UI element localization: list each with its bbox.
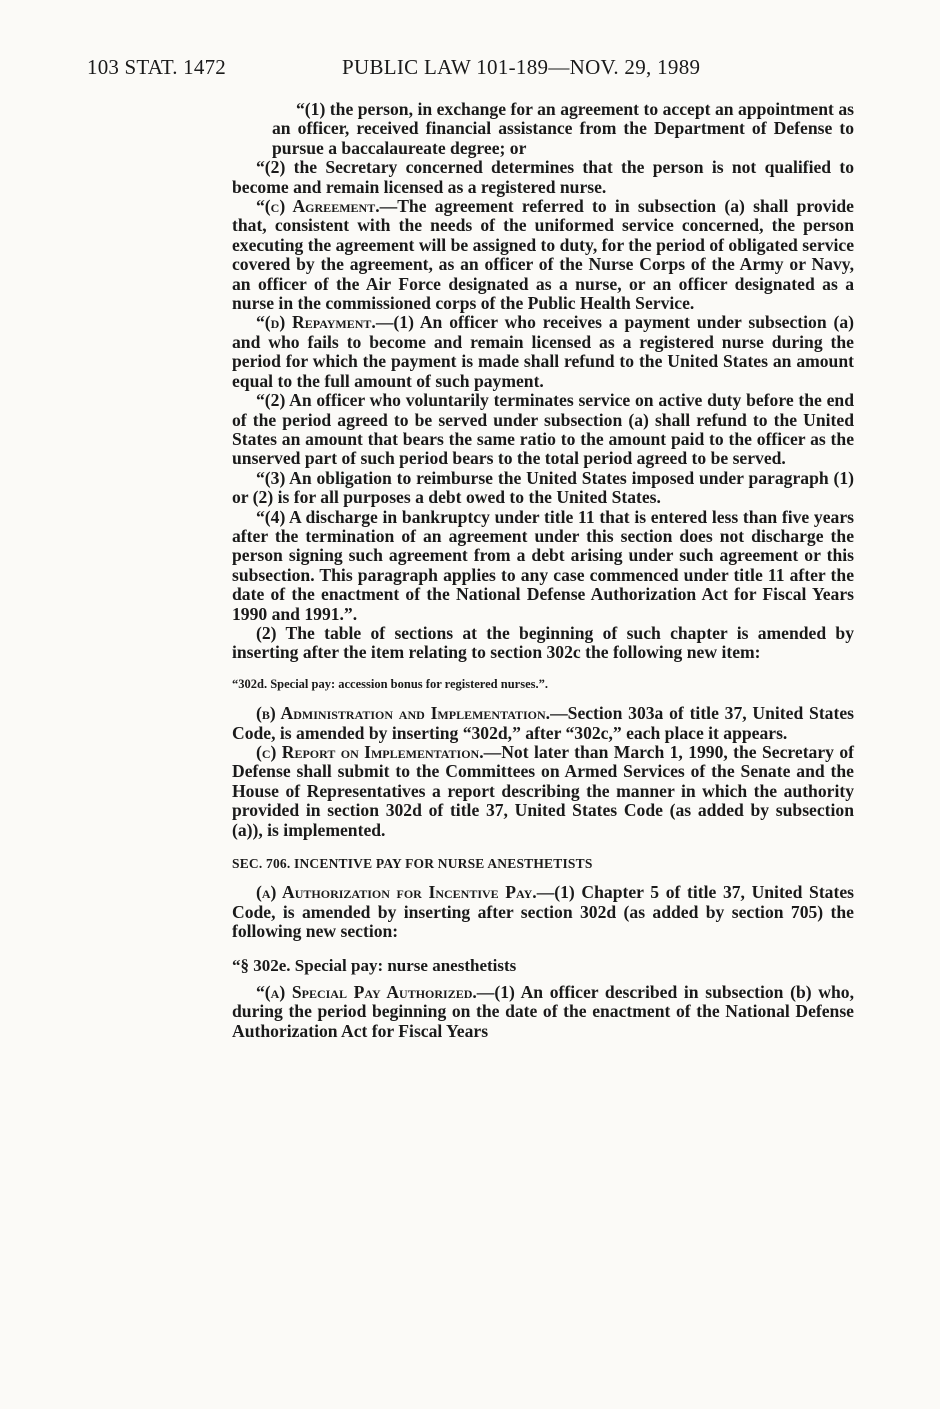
document-body: [232, 100, 854, 1041]
subsection-b-administration: (b) Administration and Implementation.—Section 303a of title 37, United States Code, is amended by inserting “302d,” after “302c,” each place it appears.: [232, 703, 854, 743]
paragraph-table-of-sections: (2) The table of sections at the beginning of such chapter is amended by inserting after the item relating to section 302c the following new item:: [232, 622, 854, 663]
subsection-d-repayment: “(d) Repayment.—(1) An officer who receives a payment under subsection (a) and who fails to become and remain licensed as a registered nurse during the period for which the payment is made shall refund to the United States an amount equal to the full amount of such payment.: [232, 312, 854, 391]
paragraph-d3: “(3) An obligation to reimburse the United States imposed under paragraph (1) or (2) is for all purposes a debt owed to the United States.: [232, 467, 854, 508]
new-section-item: “302d. Special pay: accession bonus for registered nurses.”.: [232, 676, 548, 691]
statute-page-number: 103 STAT. 1472: [87, 55, 226, 79]
paragraph-d2: “(2) An officer who voluntarily terminates service on active duty before the end of the period agreed to be served under subsection (a) shall refund to the United States an amount that bears the same ratio to the amount paid to the officer as the unserved part of such period bears to the total period agreed to be served.: [232, 390, 854, 469]
paragraph-2: “(2) the Secretary concerned determines that the person is not qualified to become and remain licensed as a registered nurse.: [232, 157, 854, 197]
running-header: PUBLIC LAW 101-189—NOV. 29, 1989: [342, 55, 701, 79]
section-302e-heading: “§ 302e. Special pay: nurse anesthetists: [232, 955, 517, 975]
subsection-a-authorization: (a) Authorization for Incentive Pay.—(1) Chapter 5 of title 37, United States Code, is amended by inserting after section 302d (as added by section 705) the following new section:: [232, 882, 854, 942]
subsection-c-report-heading: (c) Report on Implementation.: [256, 742, 484, 762]
subsection-a-heading: (a) Authorization for Incentive Pay.: [256, 882, 537, 903]
subsection-c-agreement: “(c) Agreement.—The agreement referred to in subsection (a) shall provide that, consistent with the needs of the uniformed service concerned, the person executing the agreement will be assigned to duty, for the period of obligated service covered by the agreement, as an officer of the Nurse Corps of the Army or Navy, an officer of the Air Force designated as a nurse, or an officer designated as a nurse in the commissioned corps of the Public Health Service.: [232, 196, 854, 314]
paragraph-d4: “(4) A discharge in bankruptcy under title 11 that is entered less than five years after the termination of an agreement under this section does not discharge the person signing such agreement from a debt arising under such agreement or this subsection. This paragraph applies to any case commenced under title 11 after the date of the enactment of the National Defense Authorization Act for Fiscal Years 1990 and 1991.”.: [232, 506, 854, 624]
subsection-c-report: (c) Report on Implementation.—Not later than March 1, 1990, the Secretary of Defense shall submit to the Committees on Armed Services of the Senate and the House of Representatives a report describing the manner in which the authority provided in section 302d of title 37, United States Code (as added by subsection (a)), is implemented.: [232, 742, 854, 840]
section-706-heading: SEC. 706. INCENTIVE PAY FOR NURSE ANESTHETISTS: [232, 856, 593, 872]
subsection-a-special-pay-heading: “(a) Special Pay Authorized.: [256, 982, 477, 1003]
paragraph-1: “(1) the person, in exchange for an agreement to accept an appointment as an officer, received financial assistance from the Department of Defense to pursue a baccalaureate degree; or: [272, 99, 854, 158]
subsection-c-heading: “(c) Agreement.: [256, 196, 380, 217]
subsection-d-heading: “(d) Repayment.: [256, 312, 376, 333]
subsection-a-special-pay: “(a) Special Pay Authorized.—(1) An officer described in subsection (b) who, during the period beginning on the date of the enactment of the National Defense Authorization Act for Fiscal Years: [232, 982, 854, 1041]
subsection-b-heading: (b) Administration and Implementation.: [256, 703, 551, 724]
